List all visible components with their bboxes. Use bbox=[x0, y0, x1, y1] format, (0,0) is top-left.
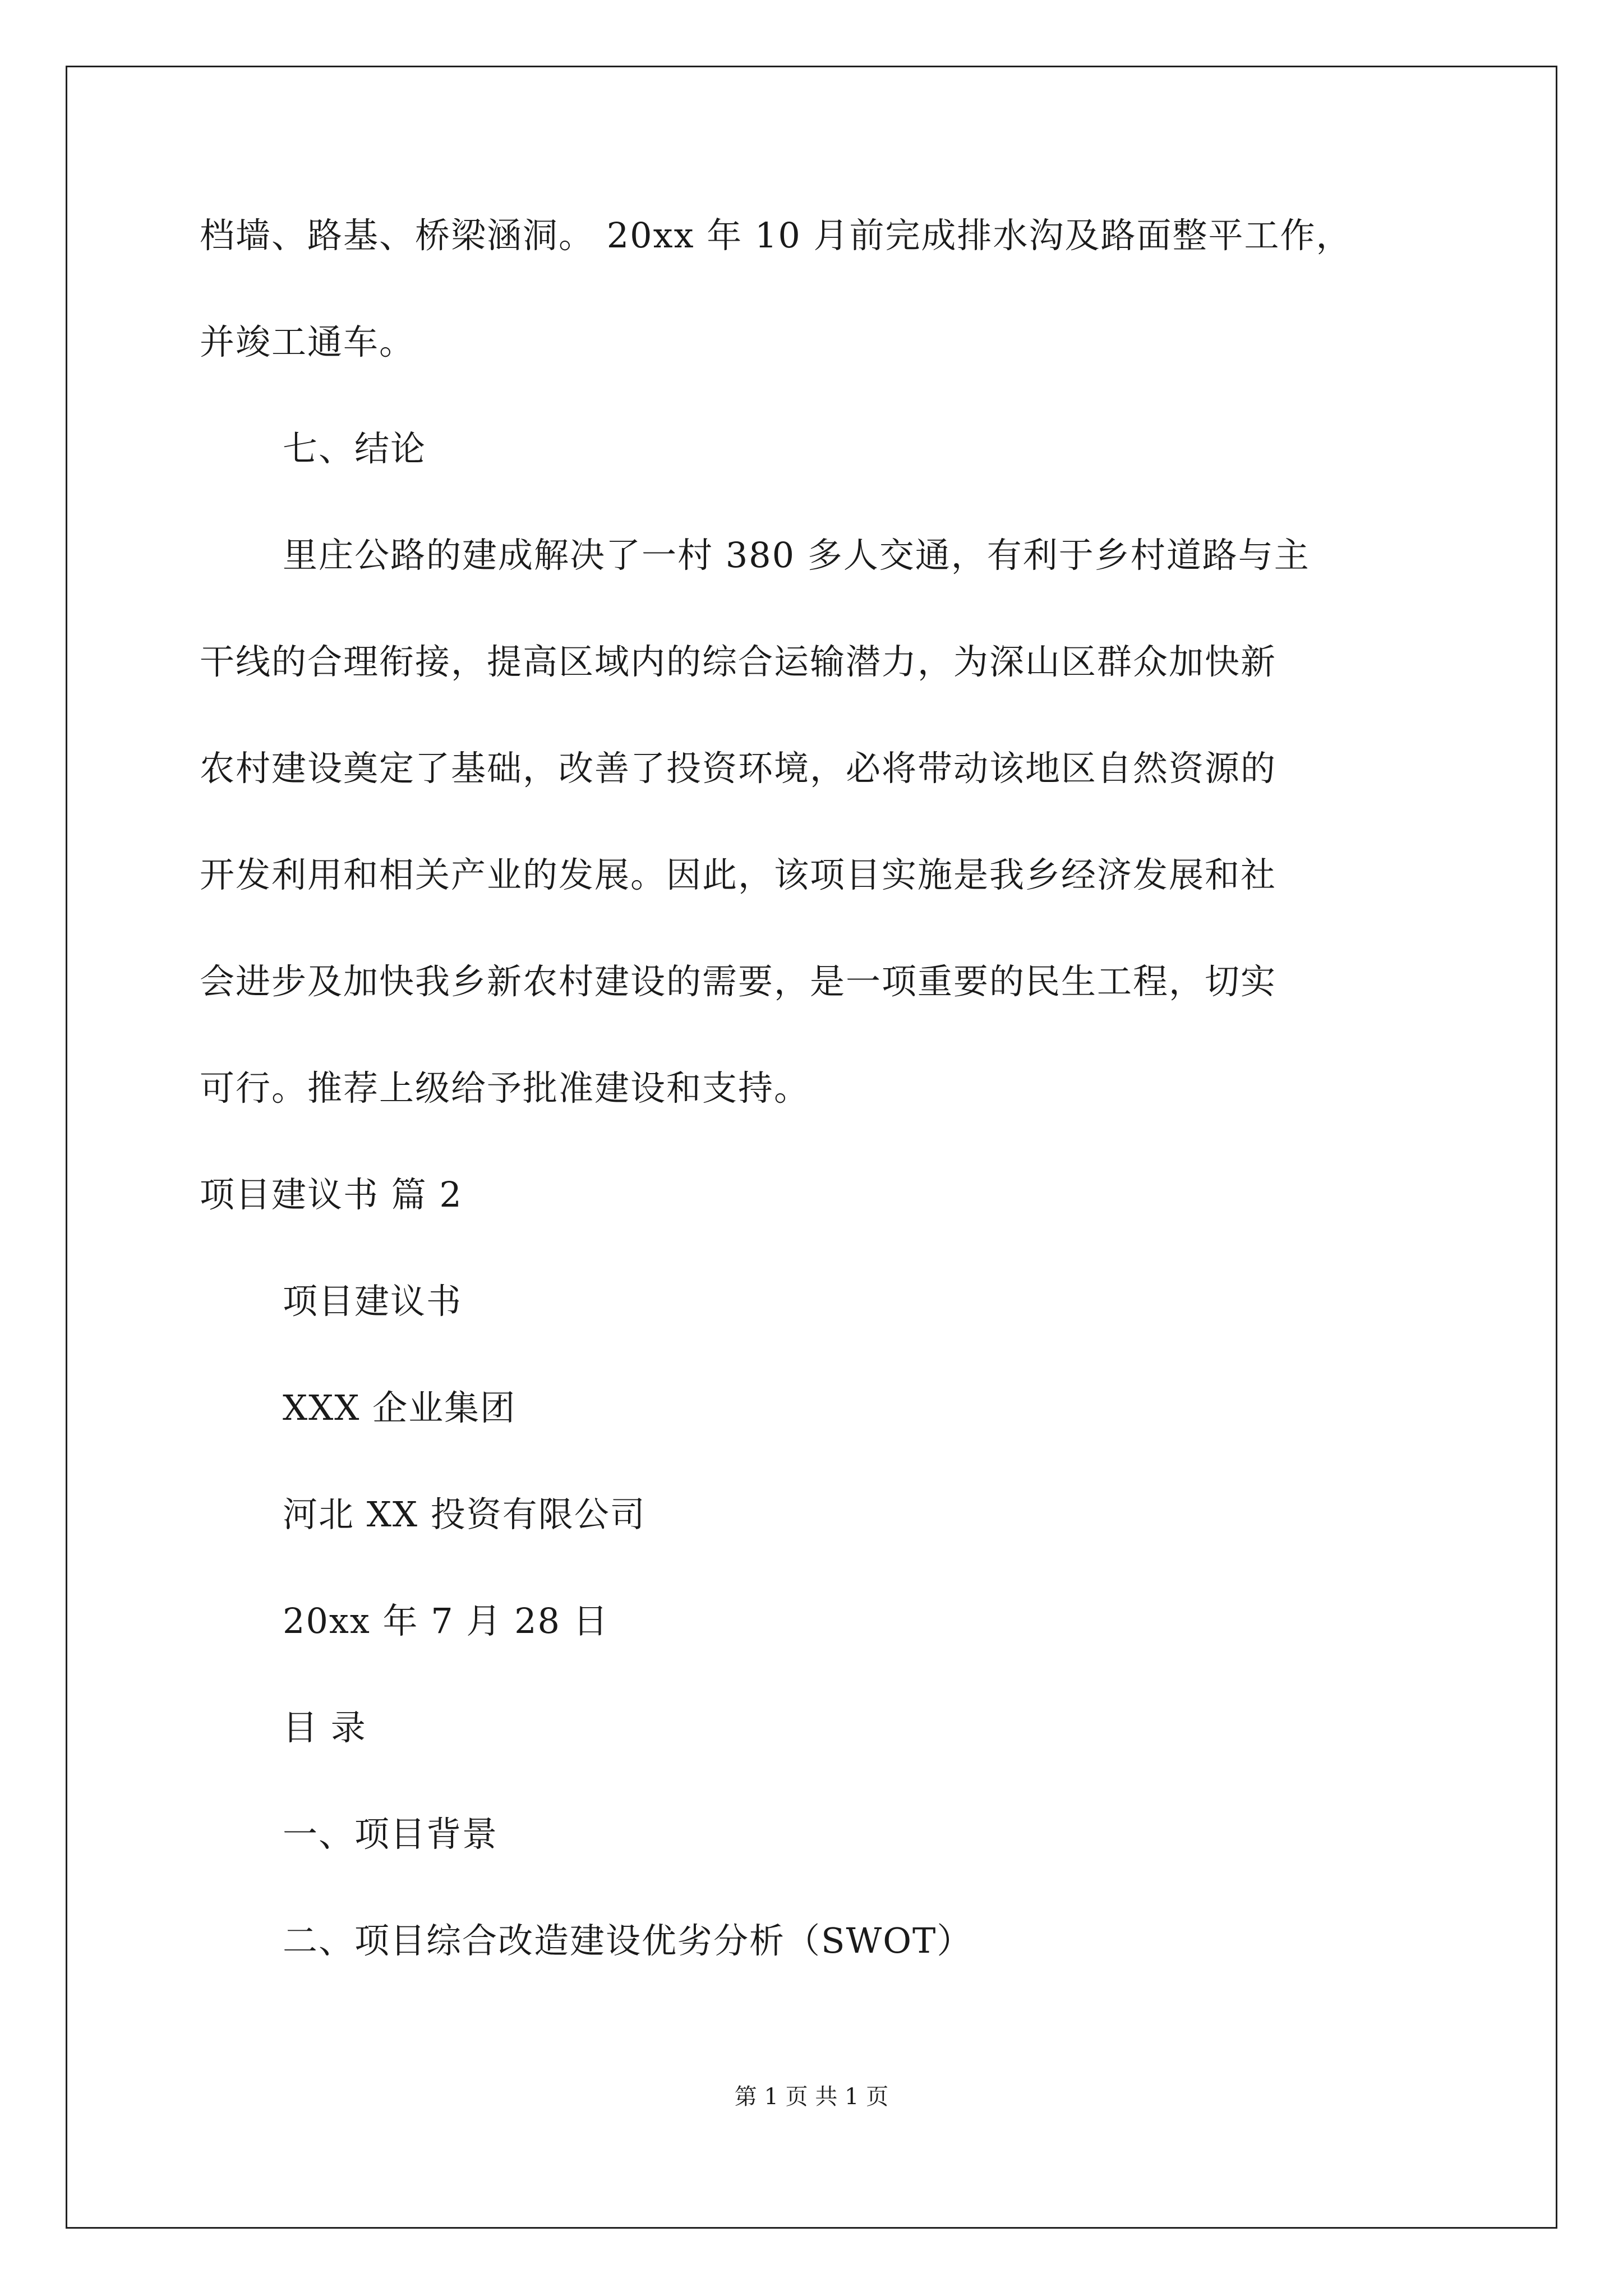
toc-heading: 目 录 bbox=[283, 1707, 367, 1748]
article-title: 项目建议书 篇 2 bbox=[200, 1174, 463, 1215]
doc-title: 项目建议书 bbox=[283, 1281, 463, 1322]
company-name: 河北 XX 投资有限公司 bbox=[283, 1494, 646, 1535]
date-line: 20xx 年 7 月 28 日 bbox=[283, 1600, 609, 1641]
paragraph-line: 档墙、路基、桥梁涵洞。 20xx 年 10 月前完成排水沟及路面整平工作， bbox=[200, 215, 1352, 256]
page-frame bbox=[66, 66, 1557, 2229]
paragraph-line: 开发利用和相关产业的发展。因此，该项目实施是我乡经济发展和社 bbox=[200, 854, 1277, 895]
paragraph-line: 里庄公路的建成解决了一村 380 多人交通，有利于乡村道路与主 bbox=[283, 535, 1310, 576]
page-number-footer: 第 1 页 共 1 页 bbox=[734, 2084, 889, 2110]
paragraph-line: 干线的合理衔接，提高区域内的综合运输潜力，为深山区群众加快新 bbox=[200, 641, 1277, 682]
paragraph-line: 并竣工通车。 bbox=[200, 321, 416, 362]
paragraph-line: 可行。推荐上级给予批准建设和支持。 bbox=[200, 1068, 810, 1108]
company-name: XXX 企业集团 bbox=[283, 1387, 517, 1428]
section-heading: 七、结论 bbox=[283, 428, 427, 469]
toc-item: 二、项目综合改造建设优劣分析（SWOT） bbox=[283, 1920, 973, 1961]
paragraph-line: 农村建设奠定了基础，改善了投资环境，必将带动该地区自然资源的 bbox=[200, 748, 1277, 789]
paragraph-line: 会进步及加快我乡新农村建设的需要，是一项重要的民生工程，切实 bbox=[200, 961, 1277, 1002]
toc-item: 一、项目背景 bbox=[283, 1814, 499, 1855]
